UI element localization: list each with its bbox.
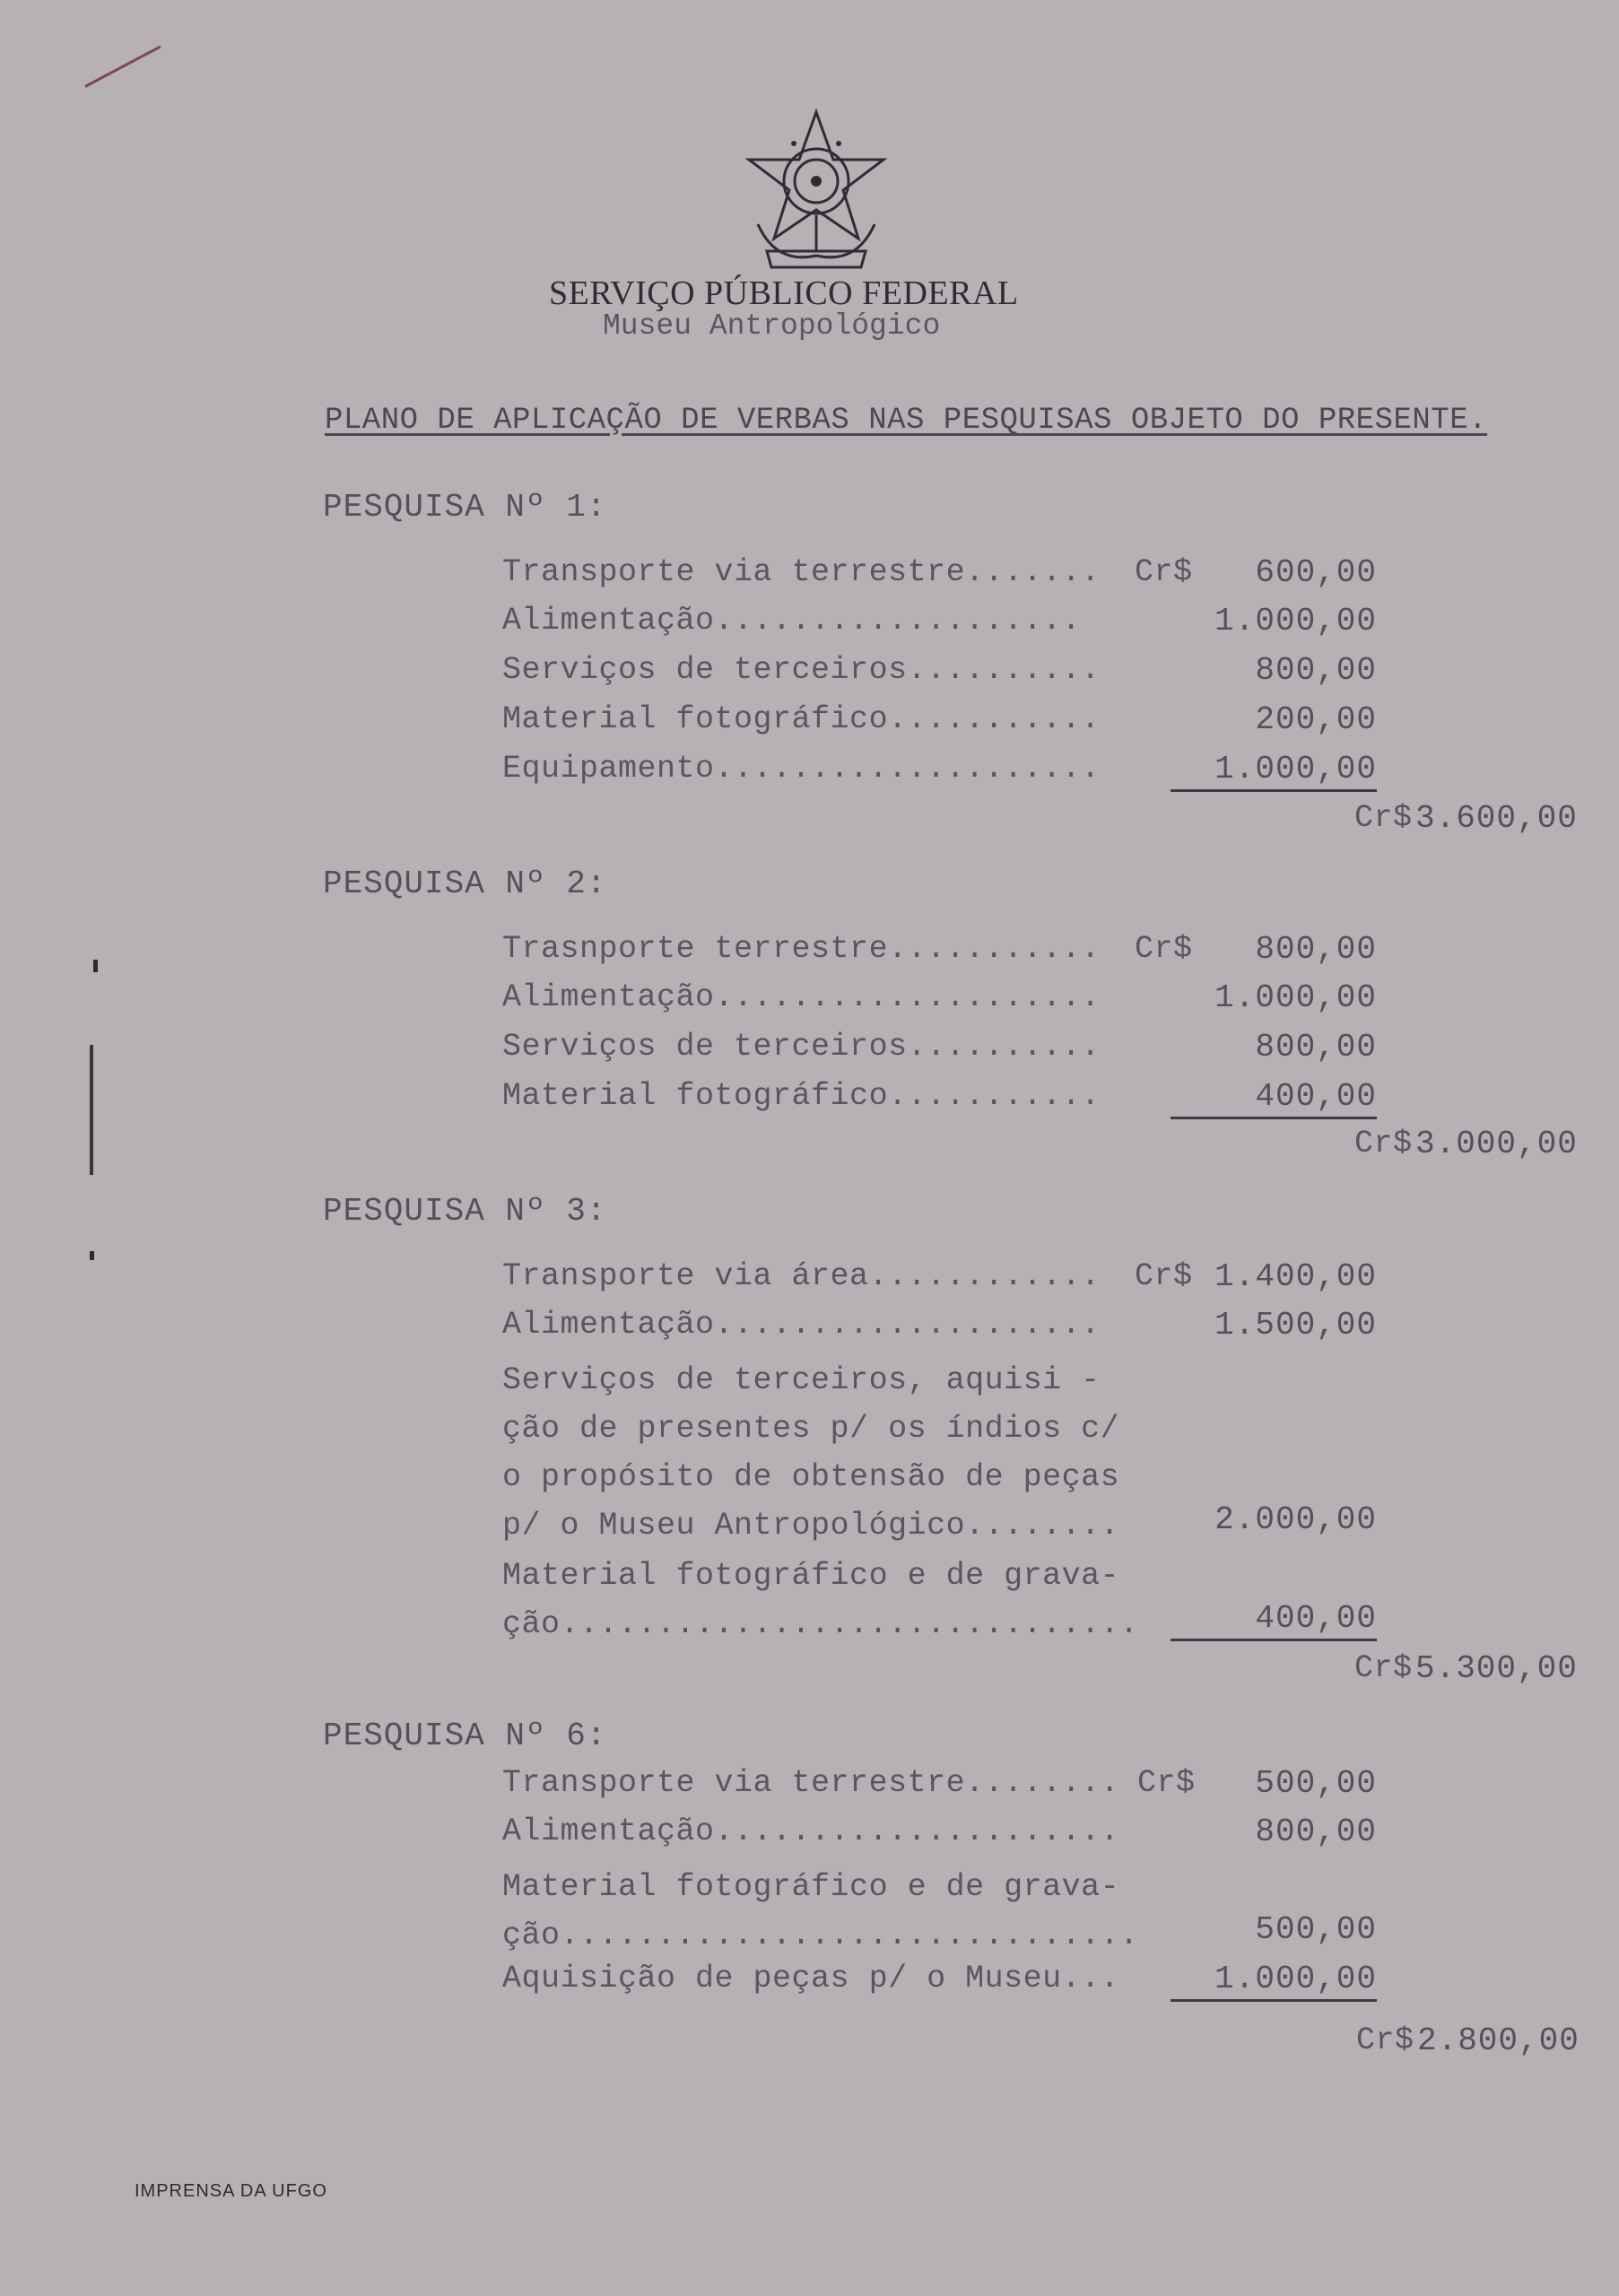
- item-label: Transporte via área............: [502, 1258, 1101, 1294]
- margin-tick: [90, 1251, 94, 1260]
- institution-name: Museu Antropológico: [603, 309, 941, 343]
- item-label: Material fotográfico e de grava- ção..............................: [502, 1558, 1139, 1642]
- coat-of-arms-emblem: [740, 108, 892, 274]
- margin-tick: [90, 1045, 93, 1175]
- currency-symbol: Cr$: [1137, 1765, 1196, 1801]
- item-amount: 500,00: [1255, 1765, 1377, 1802]
- item-amount: 2.000,00: [1214, 1501, 1377, 1538]
- total-currency: Cr$: [1354, 1650, 1413, 1686]
- item-label: Equipamento....................: [502, 751, 1101, 787]
- item-label: Material fotográfico...........: [502, 701, 1101, 737]
- item-label: Aquisição de peças p/ o Museu...: [502, 1961, 1120, 1996]
- item-amount: 200,00: [1255, 701, 1377, 738]
- item-amount: 1.000,00: [1171, 751, 1377, 792]
- item-label: Material fotográfico...........: [502, 1078, 1101, 1114]
- margin-tick: [93, 960, 98, 972]
- item-amount: 800,00: [1255, 1029, 1377, 1065]
- section-heading: PESQUISA Nº 6:: [323, 1718, 607, 1754]
- section-total: 5.300,00: [1415, 1650, 1578, 1687]
- item-label: Serviços de terceiros..........: [502, 1029, 1101, 1065]
- item-label: Alimentação...................: [502, 603, 1082, 639]
- item-label: Trasnporte terrestre...........: [502, 931, 1101, 967]
- section-heading: PESQUISA Nº 1:: [323, 489, 607, 526]
- item-amount: 1.400,00: [1214, 1258, 1377, 1295]
- currency-symbol: Cr$: [1135, 1258, 1193, 1294]
- currency-symbol: Cr$: [1135, 931, 1193, 967]
- total-currency: Cr$: [1354, 1126, 1413, 1161]
- printer-imprint: IMPRENSA DA UFGO: [135, 2181, 327, 2201]
- item-label: Transporte via terrestre........: [502, 1765, 1120, 1801]
- item-amount: 1.500,00: [1214, 1307, 1377, 1344]
- item-amount: 800,00: [1255, 1813, 1377, 1850]
- pen-stroke-mark: [84, 46, 161, 88]
- section-total: 2.800,00: [1417, 2022, 1580, 2059]
- item-amount: 1.000,00: [1171, 1961, 1377, 2002]
- item-amount: 600,00: [1255, 554, 1377, 591]
- item-amount: 1.000,00: [1214, 603, 1377, 639]
- total-currency: Cr$: [1354, 800, 1413, 836]
- section-total: 3.000,00: [1415, 1126, 1578, 1162]
- total-currency: Cr$: [1356, 2022, 1414, 2058]
- item-amount: 400,00: [1171, 1600, 1377, 1641]
- item-label: Material fotográfico e de grava- ção..............................: [502, 1869, 1139, 1953]
- item-label: Alimentação....................: [502, 979, 1101, 1015]
- item-amount: 400,00: [1171, 1078, 1377, 1119]
- section-heading: PESQUISA Nº 2:: [323, 865, 607, 902]
- section-total: 3.600,00: [1415, 800, 1578, 837]
- item-label: Serviços de terceiros..........: [502, 652, 1101, 688]
- item-amount: 1.000,00: [1214, 979, 1377, 1016]
- item-amount: 800,00: [1255, 931, 1377, 968]
- service-heading: SERVIÇO PÚBLICO FEDERAL: [549, 274, 1019, 312]
- document-title: PLANO DE APLICAÇÃO DE VERBAS NAS PESQUISAS OBJETO DO PRESENTE.: [325, 404, 1488, 438]
- item-label: Alimentação.....................: [502, 1813, 1120, 1849]
- item-amount: 500,00: [1255, 1911, 1377, 1948]
- item-label: Serviços de terceiros, aquisi - ção de presentes p/ os índios c/ o propósito de obtensão de peças p/ o Museu Antropológico........: [502, 1362, 1120, 1544]
- item-label: Transporte via terrestre.......: [502, 554, 1101, 590]
- section-heading: PESQUISA Nº 3:: [323, 1193, 607, 1230]
- currency-symbol: Cr$: [1135, 554, 1193, 590]
- item-amount: 800,00: [1255, 652, 1377, 689]
- item-label: Alimentação....................: [502, 1307, 1101, 1343]
